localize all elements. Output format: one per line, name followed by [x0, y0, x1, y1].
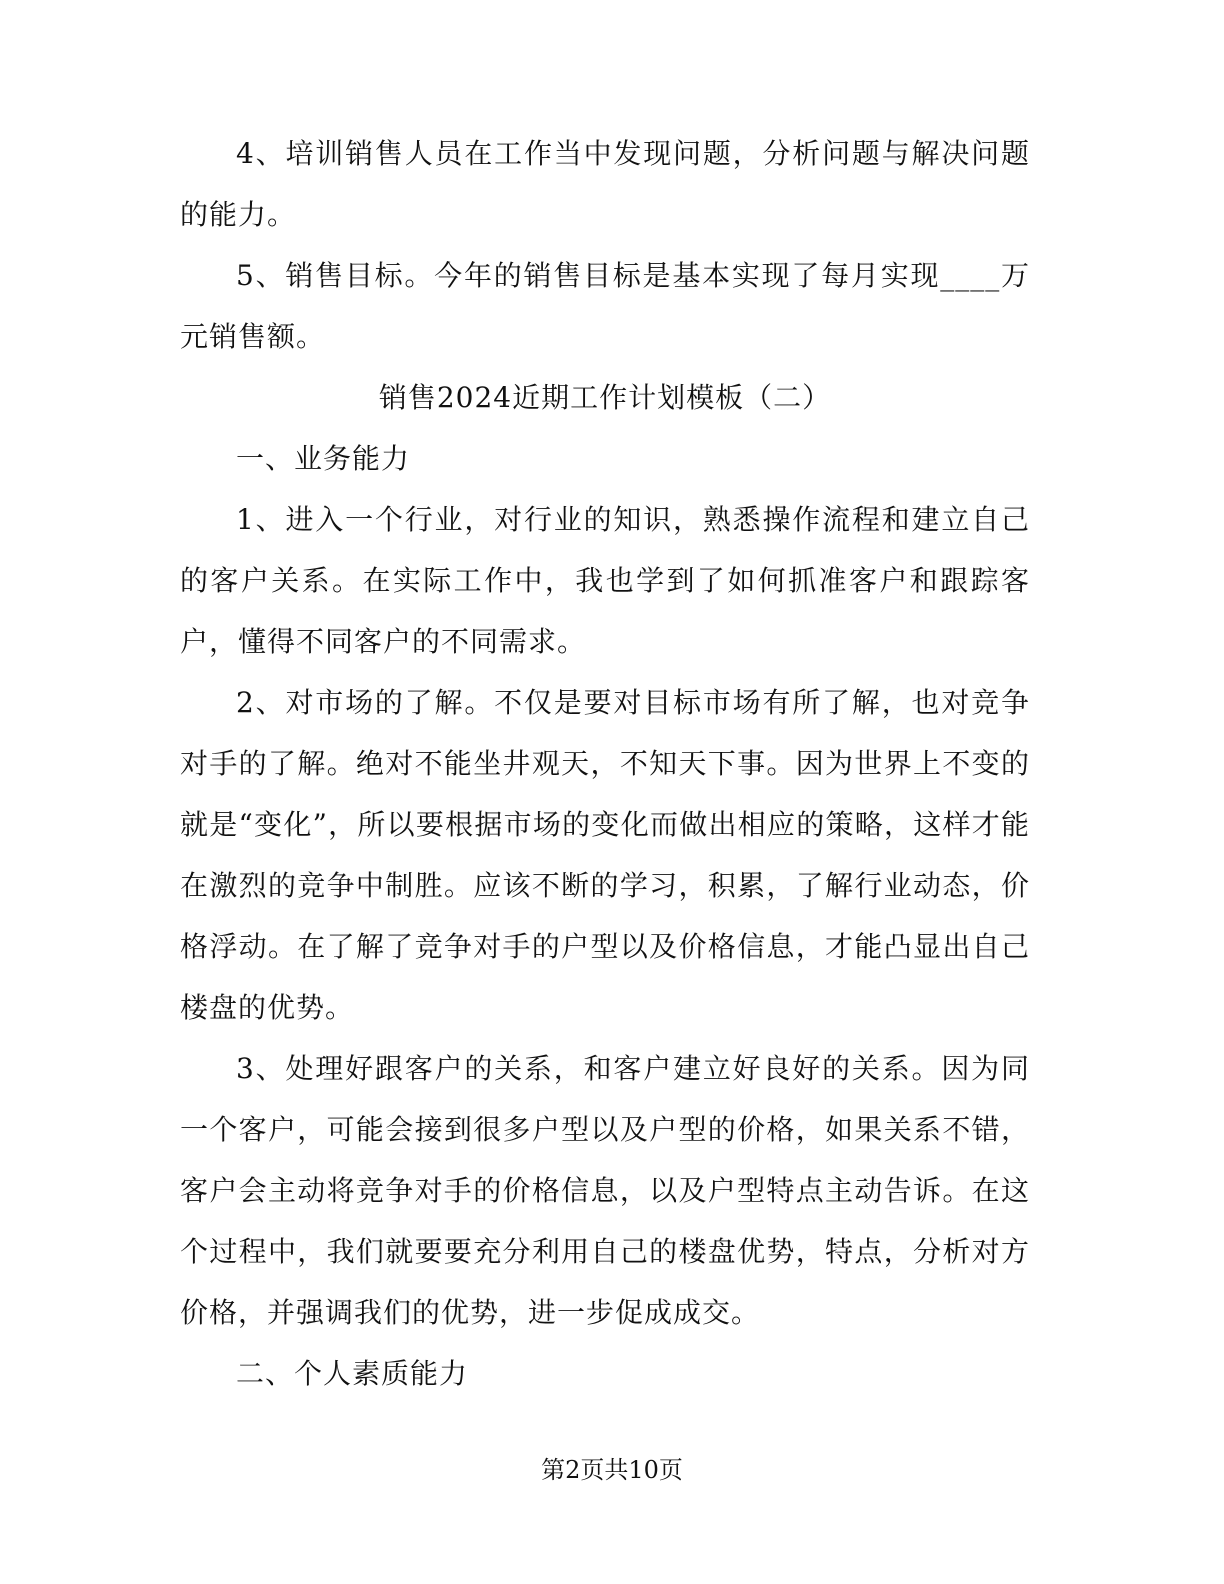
business-paragraph-1: 1、进入一个行业，对行业的知识，熟悉操作流程和建立自己的客户关系。在实际工作中，我也学到了如何抓准客户和跟踪客户，懂得不同客户的不同需求。	[180, 503, 1030, 658]
business-paragraph-2: 2、对市场的了解。不仅是要对目标市场有所了解，也对竞争对手的了解。绝对不能坐井观天，不知天下事。因为世界上不变的就是“变化”，所以要根据市场的变化而做出相应的策略，这样才能在激烈的竞争中制胜。应该不断的学习，积累，了解行业动态，价格浮动。在了解了竞争对手的户型以及价格信息，才能凸显出自己楼盘的优势。	[180, 686, 1030, 1024]
paragraph-item-5: 5、销售目标。今年的销售目标是基本实现了每月实现____万元销售额。	[180, 259, 1030, 353]
page-footer: 第2页共10页	[541, 1456, 683, 1484]
business-paragraph-3: 3、处理好跟客户的关系，和客户建立好良好的关系。因为同一个客户，可能会接到很多户型以及户型的价格，如果关系不错，客户会主动将竞争对手的价格信息，以及户型特点主动告诉。在这个过程中，我们就要要充分利用自己的楼盘优势，特点，分析对方价格，并强调我们的优势，进一步促成成交。	[180, 1052, 1030, 1329]
section-heading-personal: 二、个人素质能力	[236, 1357, 469, 1390]
paragraph-item-4: 4、培训销售人员在工作当中发现问题，分析问题与解决问题的能力。	[180, 137, 1030, 231]
section-heading-business: 一、业务能力	[236, 442, 411, 475]
document-body	[180, 123, 1030, 1404]
document-title: 销售2024近期工作计划模板（二）	[378, 381, 832, 414]
